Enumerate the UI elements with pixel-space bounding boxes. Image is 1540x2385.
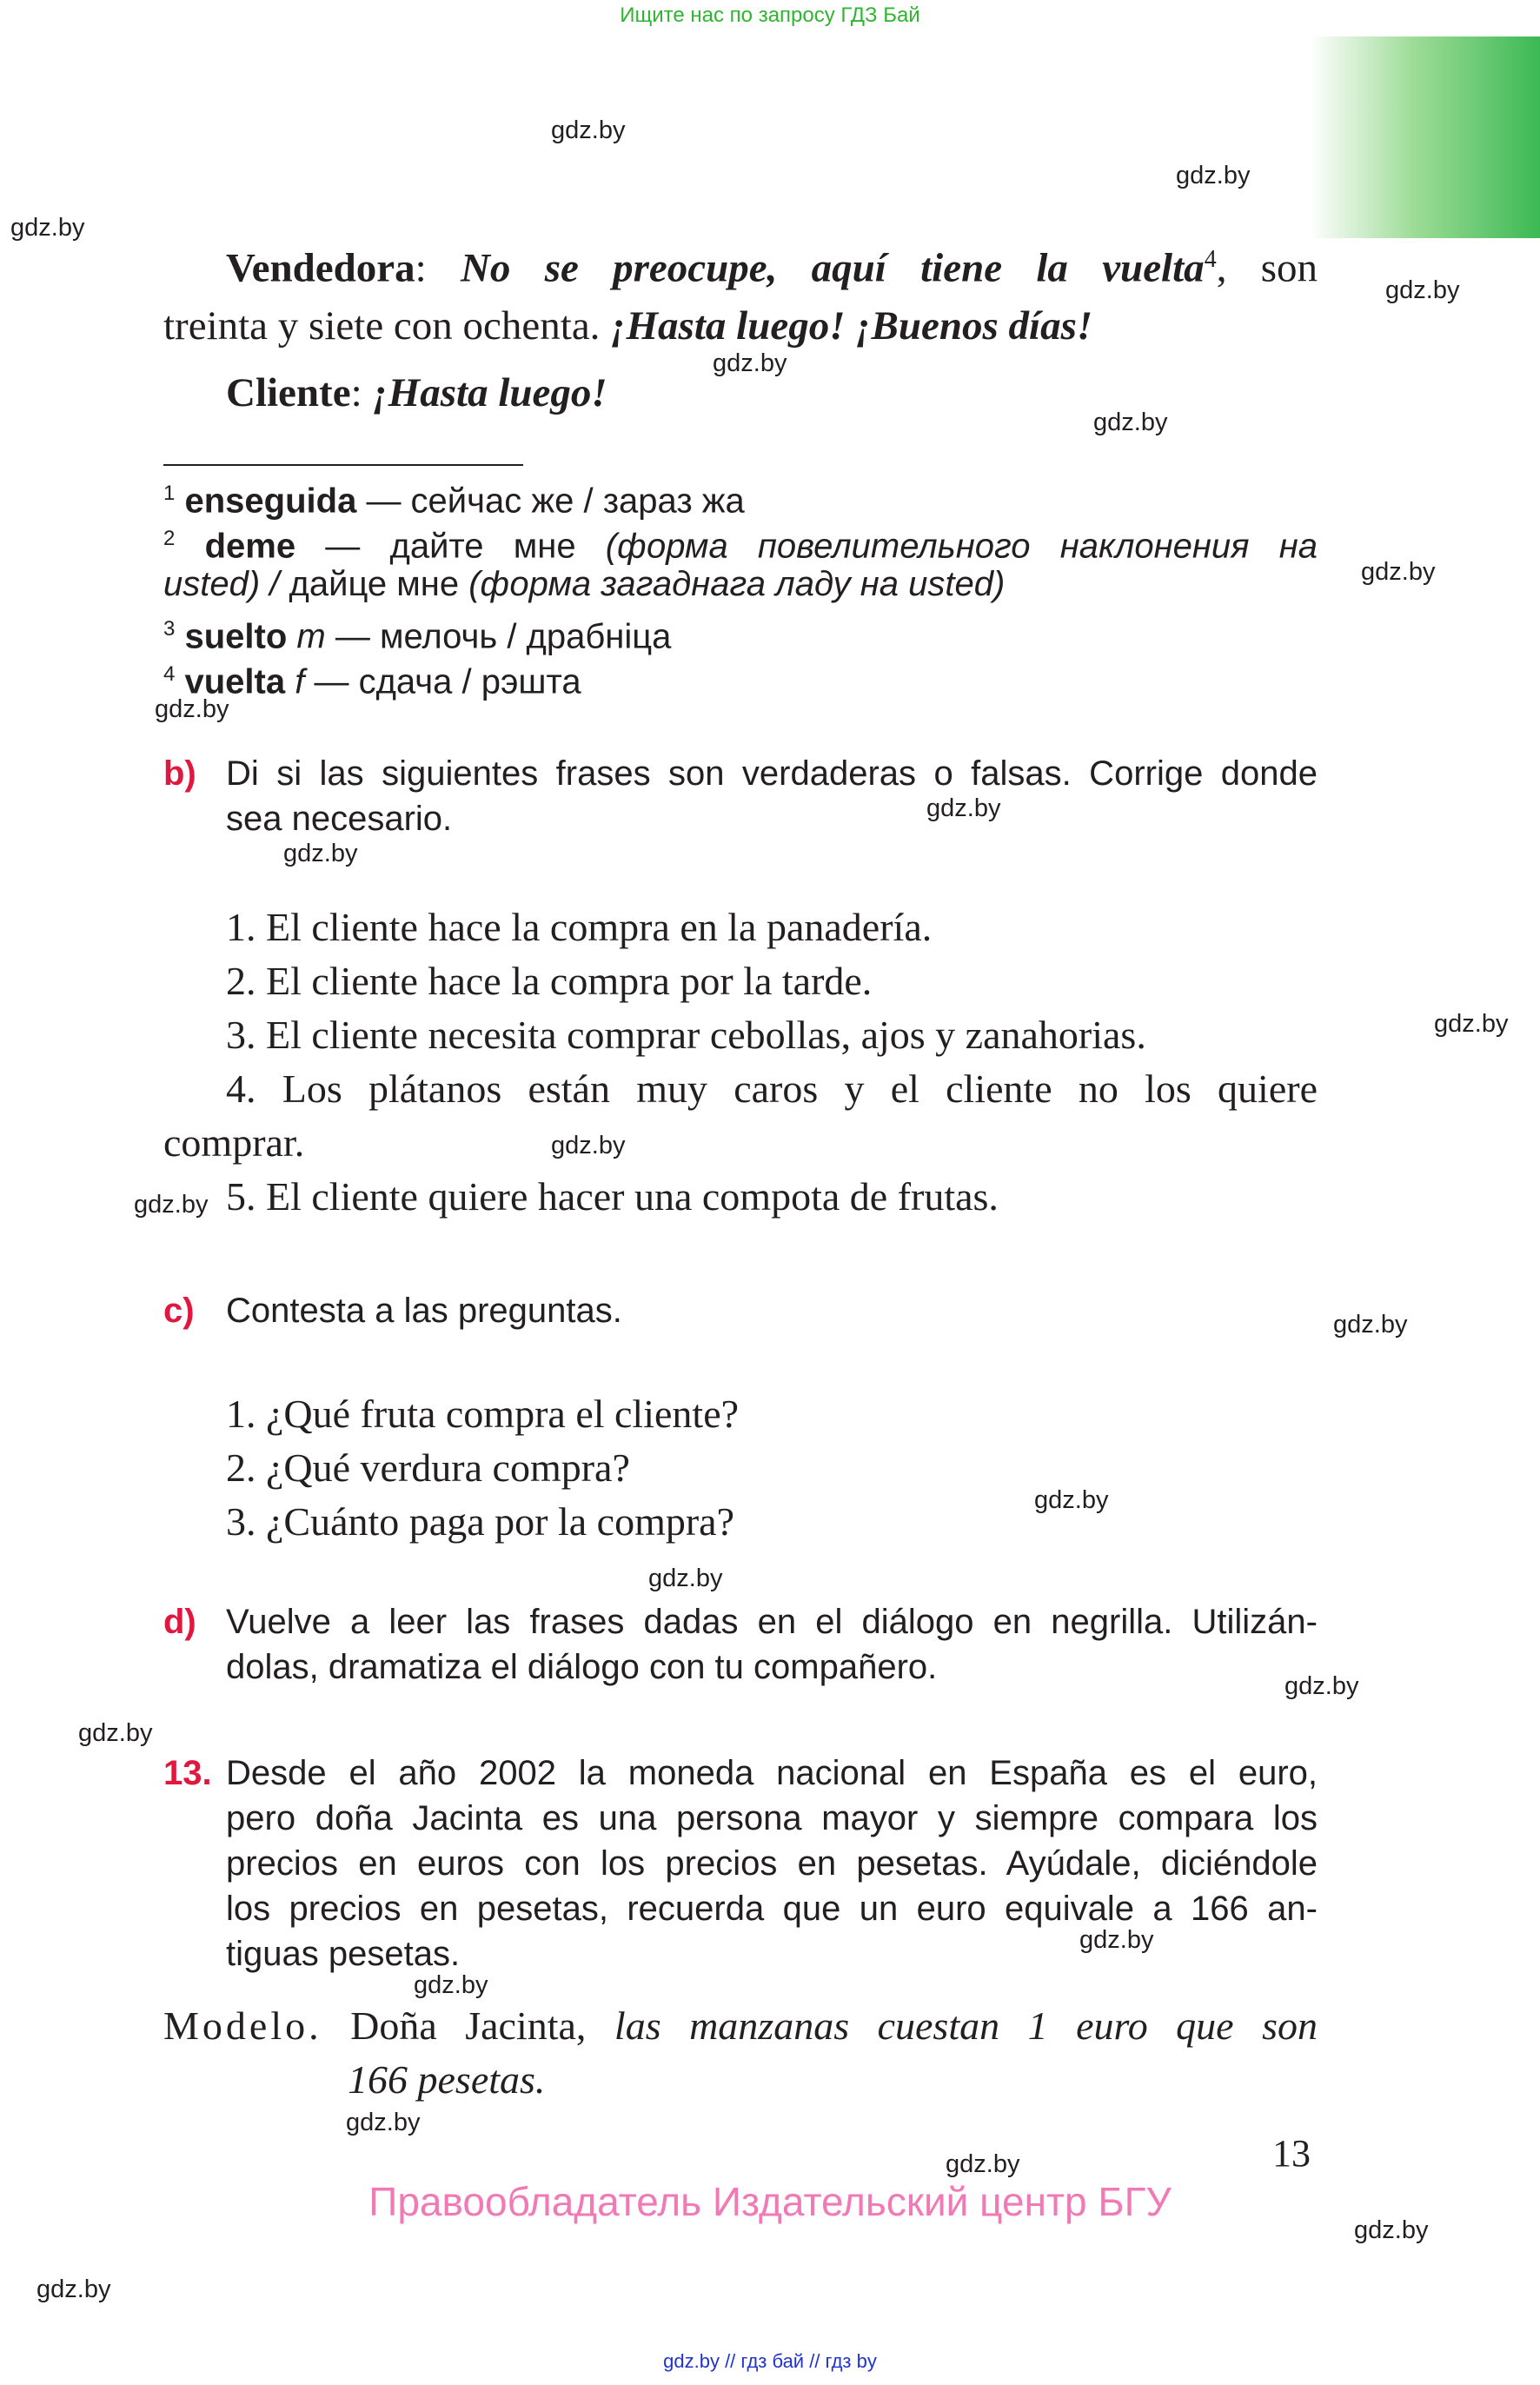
- list-item: 2. El cliente hace la compra por la tarde.: [226, 959, 873, 1003]
- model-example: Modelo. Doña Jacinta, las manzanas cuestan 1 euro que son: [163, 2003, 1318, 2048]
- exercise-13-line: los precios en pesetas, recuerda que un euro equivale a 166 an-: [226, 1890, 1318, 1928]
- dialogue-bold-italic: ¡Hasta luego!: [372, 370, 607, 415]
- watermark: gdz.by: [1333, 1311, 1408, 1339]
- list-item-cont: comprar.: [163, 1120, 305, 1165]
- task-b-instruction: Di si las siguientes frases son verdaderas o falsas. Corrige donde: [226, 754, 1318, 793]
- dialogue-bold-italic: ¡Hasta luego! ¡Buenos días!: [610, 303, 1093, 349]
- corner-decoration: [1310, 37, 1540, 238]
- task-b-label: b): [163, 754, 196, 793]
- dialogue-text: treinta y siete con ochenta.: [163, 303, 601, 349]
- watermark: gdz.by: [1176, 162, 1251, 189]
- dialogue-text: , son: [1216, 245, 1318, 291]
- footnote-divider: [163, 464, 523, 466]
- exercise-13-line: tiguas pesetas.: [226, 1935, 461, 1973]
- watermark: gdz.by: [1354, 2216, 1429, 2244]
- dialogue-bold-italic: No se preocupe, aquí tiene la vuelta: [460, 245, 1205, 291]
- top-banner[interactable]: Ищите нас по запросу ГДЗ Бай: [620, 3, 920, 27]
- speaker-name: Cliente: [226, 370, 351, 415]
- bottom-links[interactable]: gdz.by // гдз бай // гдз by: [663, 2350, 877, 2372]
- watermark: gdz.by: [946, 2150, 1020, 2178]
- task-c-label: c): [163, 1292, 195, 1330]
- watermark: gdz.by: [134, 1191, 209, 1219]
- list-item: 5. El cliente quiere hacer una compota de frutas.: [226, 1174, 999, 1219]
- copyright-footer: Правообладатель Издательский центр БГУ: [368, 2179, 1172, 2224]
- watermark: gdz.by: [551, 116, 626, 144]
- dialogue-line-2: [163, 293, 1092, 360]
- footnote-2-cont: usted) / дайце мне (форма загаднага ладу на usted): [163, 565, 1006, 603]
- watermark: gdz.by: [1361, 558, 1436, 586]
- task-c-instruction: Contesta a las preguntas.: [226, 1292, 622, 1330]
- footnote-1: $^1$ enseguida — сейчас же / зараз жа: [163, 482, 745, 521]
- watermark: gdz.by: [346, 2109, 421, 2136]
- page-number: 13: [1272, 2132, 1311, 2175]
- list-item: 3. El cliente necesita comprar cebollas, ajos y zanahorias.: [226, 1013, 1146, 1057]
- footnote-4: $^4$ vuelta f — сдача / рэшта: [163, 662, 581, 701]
- exercise-13-line: precios en euros con los precios en pesetas. Ayúdale, diciéndole: [226, 1844, 1318, 1883]
- watermark: gdz.by: [1434, 1010, 1509, 1038]
- list-item: 1. El cliente hace la compra en la panadería.: [226, 905, 933, 949]
- watermark: gdz.by: [414, 1971, 488, 1999]
- footnote-ref: 4: [1204, 246, 1217, 273]
- watermark: gdz.by: [1284, 1672, 1359, 1700]
- watermark: gdz.by: [10, 214, 85, 242]
- list-item: 4. Los plátanos están muy caros y el cliente no los quiere: [226, 1066, 1318, 1111]
- task-d-instruction: Vuelve a leer las frases dadas en el diálogo en negrilla. Utilizán-: [226, 1603, 1318, 1641]
- exercise-13-label: 13.: [163, 1754, 212, 1792]
- task-d-label: d): [163, 1603, 196, 1641]
- dialogue-line-cliente: Cliente: ¡Hasta luego!: [226, 370, 607, 415]
- exercise-13-line: Desde el año 2002 la moneda nacional en España es el euro,: [226, 1754, 1318, 1792]
- dialogue-line-1: Vendedora: No se preocupe, aquí tiene la vuelta$^4$, son: [226, 245, 1318, 291]
- task-b-instruction-2: sea necesario.: [226, 800, 453, 838]
- footnote-3: $^3$ suelto m — мелочь / драбніца: [163, 617, 672, 656]
- watermark: gdz.by: [283, 840, 358, 867]
- watermark: gdz.by: [648, 1565, 723, 1592]
- exercise-13-line: pero doña Jacinta es una persona mayor y siempre compara los: [226, 1799, 1318, 1837]
- model-label: Modelo.: [163, 2003, 322, 2048]
- watermark: gdz.by: [1034, 1486, 1109, 1514]
- watermark: gdz.by: [37, 2275, 111, 2303]
- list-item: 3. ¿Cuánto paga por la compra?: [226, 1499, 734, 1544]
- watermark: gdz.by: [1093, 409, 1168, 436]
- dialogue-line-vendedora: [226, 226, 1318, 302]
- model-example-cont: 166 pesetas.: [348, 2057, 546, 2102]
- task-d-instruction-2: dolas, dramatiza el diálogo con tu compañero.: [226, 1648, 938, 1686]
- speaker-name: Vendedora: [226, 245, 415, 291]
- watermark: gdz.by: [713, 349, 787, 377]
- watermark: gdz.by: [1079, 1926, 1154, 1954]
- watermark: gdz.by: [551, 1132, 626, 1159]
- watermark: gdz.by: [926, 794, 1001, 822]
- footnote-2: $^2$ deme — дайте мне (форма повелительного наклонения на: [163, 527, 1318, 566]
- list-item: 2. ¿Qué verdura compra?: [226, 1445, 630, 1490]
- watermark: gdz.by: [78, 1719, 153, 1747]
- watermark: gdz.by: [1385, 276, 1460, 304]
- watermark: gdz.by: [155, 695, 229, 723]
- list-item: 1. ¿Qué fruta compra el cliente?: [226, 1392, 740, 1436]
